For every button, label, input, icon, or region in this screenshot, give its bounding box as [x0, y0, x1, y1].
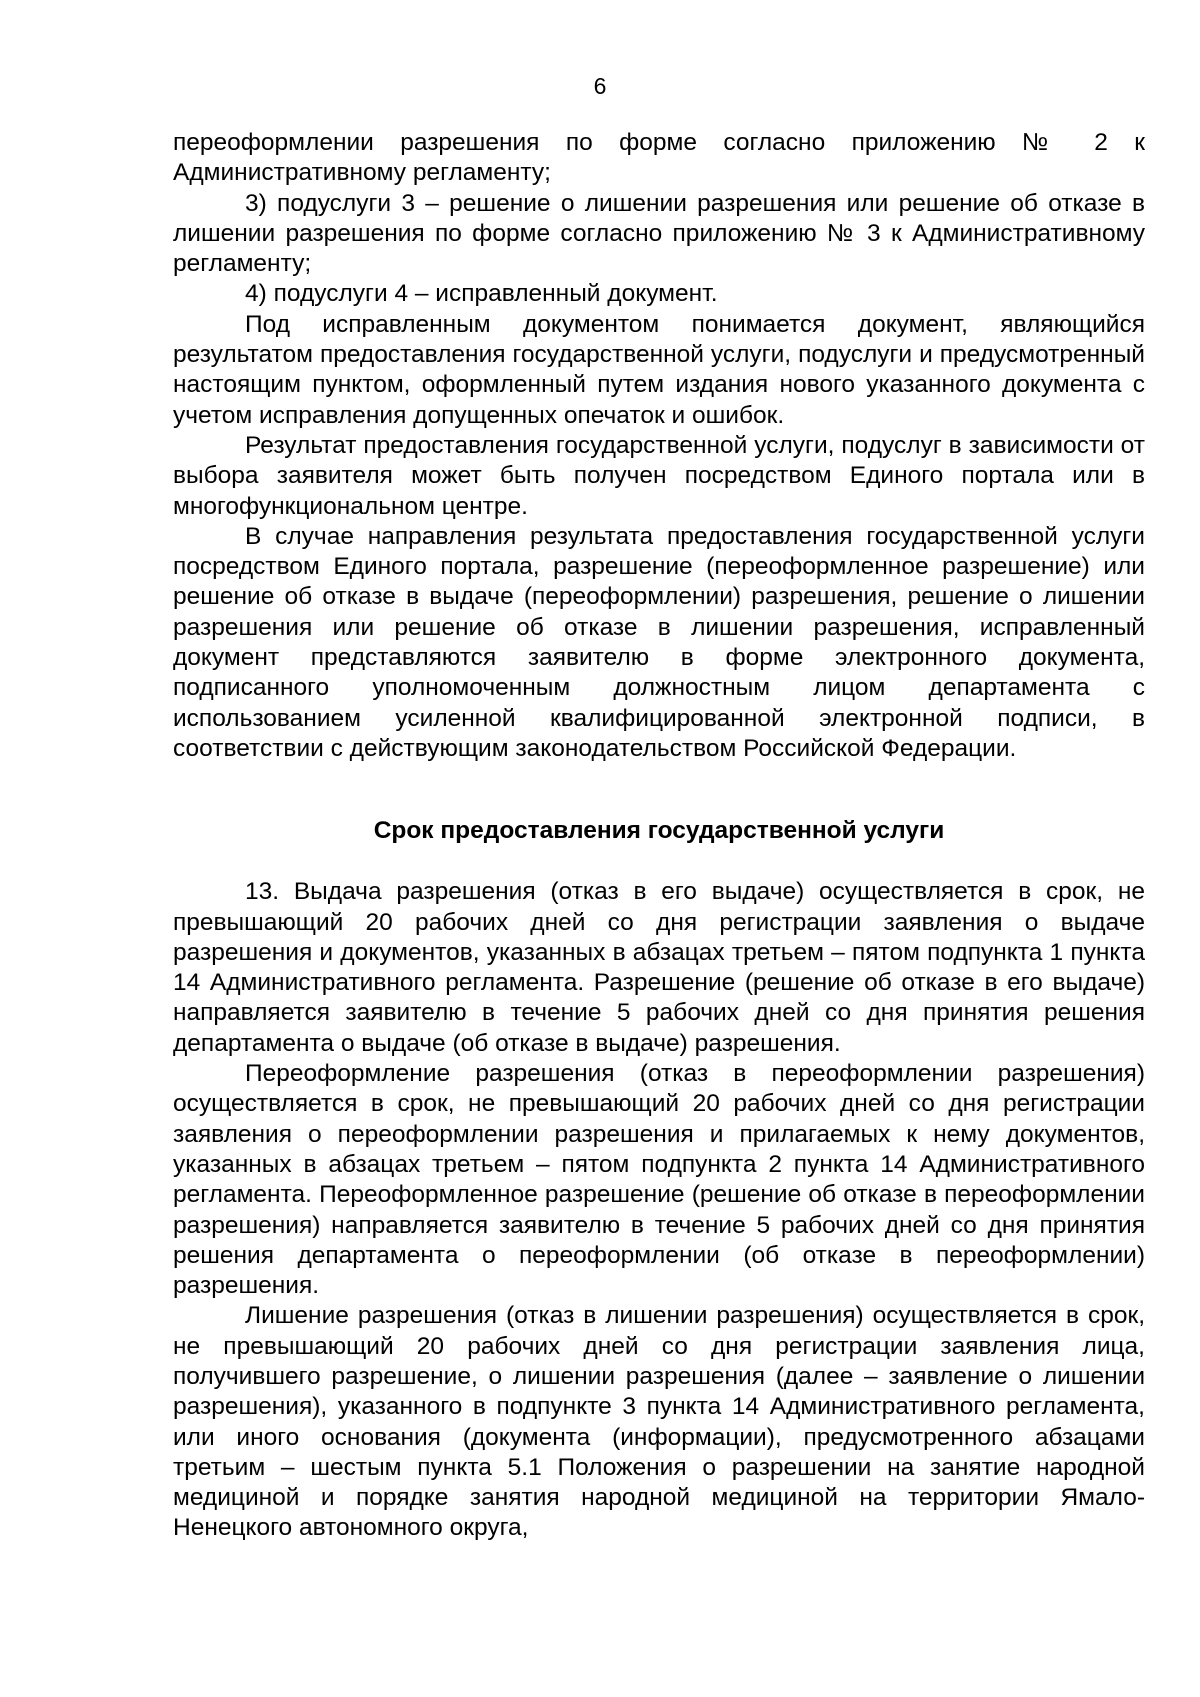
paragraph-result-delivery: Результат предоставления государственной услуги, подуслуг в зависимости от выбора заявителя может быть получен посредством Единого портала или в многофункциональном центре.: [173, 431, 1145, 520]
paragraph-subservice-3: 3) подуслуги 3 – решение о лишении разрешения или решение об отказе в лишении разрешения по форме согласно приложению № 3 к Административному регламенту;: [173, 189, 1145, 278]
page-number: 6: [593, 73, 607, 99]
paragraph-continuation: переоформлении разрешения по форме согласно приложению № 2 к Административному регламенту;: [173, 129, 1145, 187]
paragraph-reissue-term: Переоформление разрешения (отказ в переоформлении разрешения) осуществляется в срок, не превышающий 20 рабочих дней со дня регистрации заявления о переоформлении разрешения и прилагаемых к нему документов, указанных в абзацах третьем – пятом подпункта 2 пункта 14 Административного регламента. Переоформленное разрешение (решение об отказе в переоформлении разрешения) направляется заявителю в течение 5 рабочих дней со дня принятия решения департамента о переоформлении (об отказе в переоформлении) разрешения.: [173, 1060, 1145, 1300]
paragraph-item-13: 13. Выдача разрешения (отказ в его выдаче) осуществляется в срок, не превышающий 20 рабочих дней со дня регистрации заявления о выдаче разрешения и документов, указанных в абзацах третьем – пятом подпункта 1 пункта 14 Административного регламента. Разрешение (решение об отказе в его выдаче) направляется заявителю в течение 5 рабочих дней со дня принятия решения департамента о выдаче (об отказе в выдаче) разрешения.: [173, 878, 1145, 1057]
paragraph-corrected-document: Под исправленным документом понимается документ, являющийся результатом предоставления государственной услуги, подуслуги и предусмотренный настоящим пунктом, оформленный путем издания нового указанного документа с учетом исправления допущенных опечаток и ошибок.: [173, 310, 1145, 429]
paragraph-electronic-document: В случае направления результата предоставления государственной услуги посредством Единого портала, разрешение (переоформленное разрешение) или решение об отказе в выдаче (переоформлении) разрешения, решение о лишении разрешения или решение об отказе в лишении разрешения, исправленный документ представляются заявителю в форме электронного документа, подписанного уполномоченным должностным лицом департамента с использованием усиленной квалифицированной электронной подписи, в соответствии с действующим законодательством Российской Федерации.: [173, 522, 1145, 762]
section-heading: Срок предоставления государственной услуги: [373, 817, 945, 845]
paragraph-subservice-4: 4) подуслуги 4 – исправленный документ.: [245, 280, 718, 308]
paragraph-revocation-term: Лишение разрешения (отказ в лишении разрешения) осуществляется в срок, не превышающий 20 рабочих дней со дня регистрации заявления лица, получившего разрешение, о лишении разрешения (далее – заявление о лишении разрешения), указанного в подпункте 3 пункта 14 Административного регламента, или иного основания (документа (информации), предусмотренного абзацами третьим – шестым пункта 5.1 Положения о разрешении на занятие народной медициной и порядке занятия народной медициной на территории Ямало-Ненецкого автономного округа,: [173, 1302, 1145, 1542]
document-body: [173, 128, 1145, 1544]
